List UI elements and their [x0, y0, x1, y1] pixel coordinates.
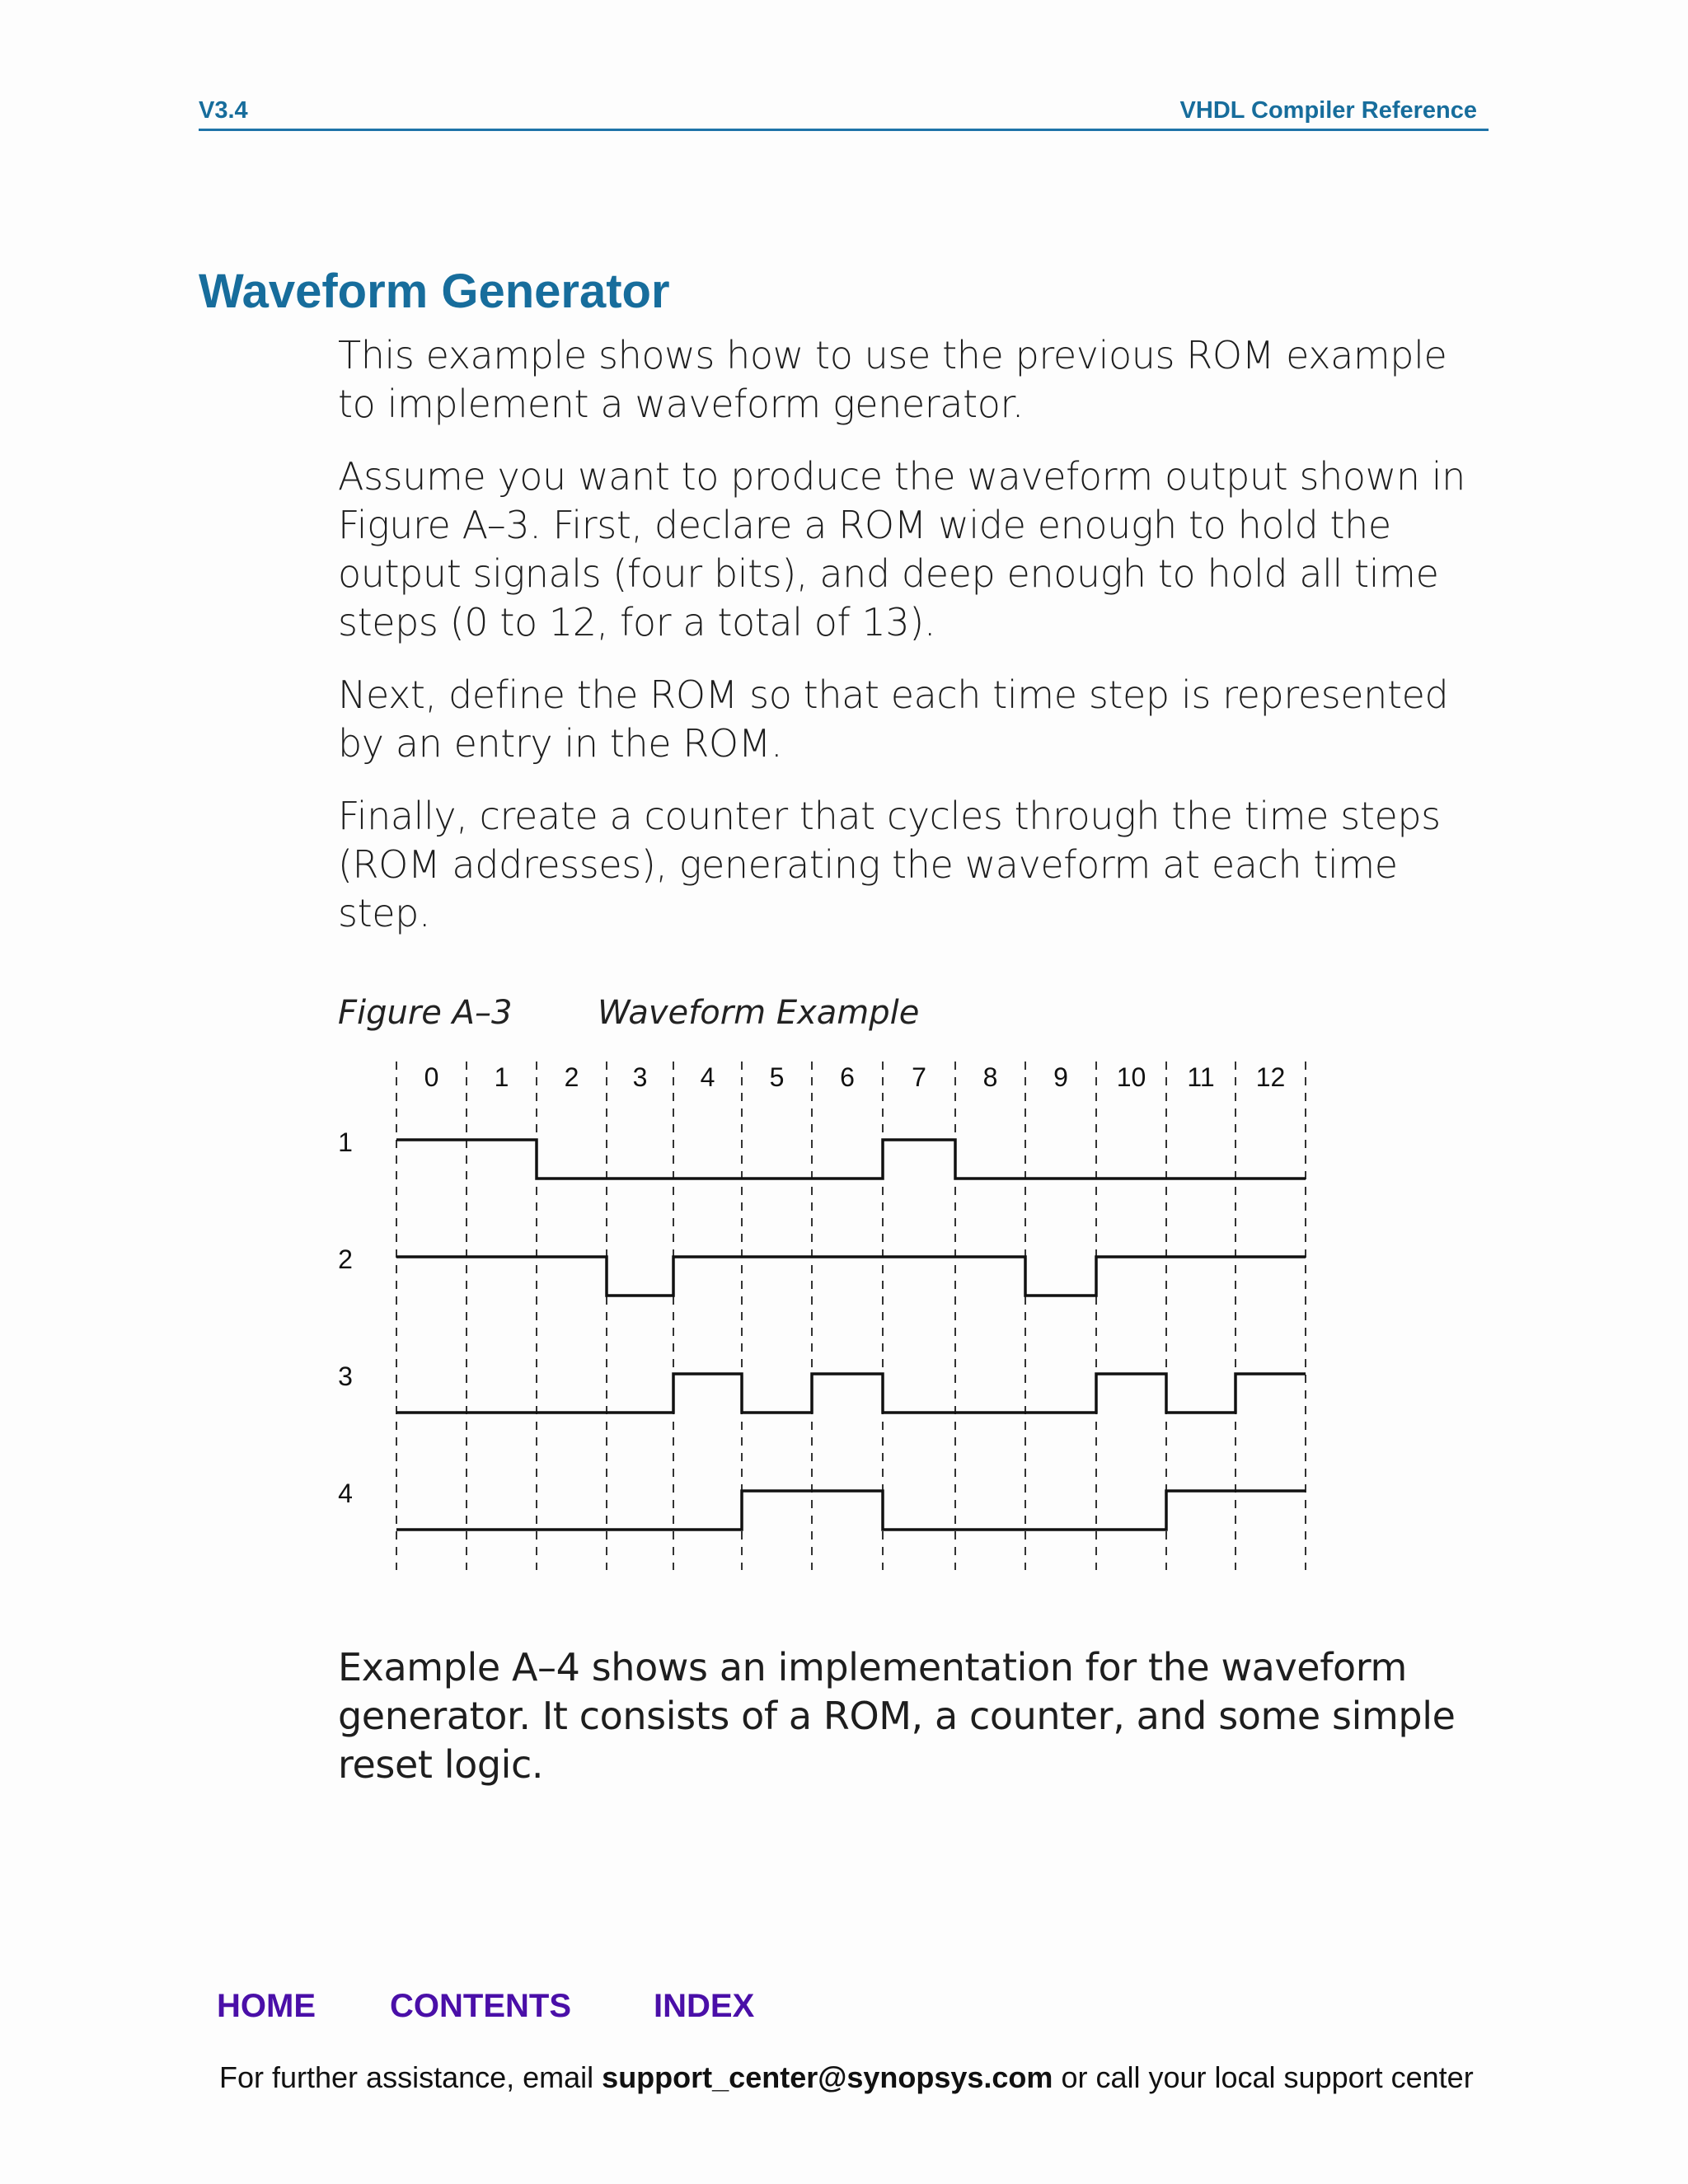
footer-suffix: or call your local support center: [1053, 2060, 1474, 2094]
paragraph: Example A–4 shows an implementation for the waveform generator. It consists of a ROM, a counter, and some simple reset logic.: [338, 1645, 1456, 1787]
signal-waveform: [396, 1491, 1306, 1530]
time-step-label: 8: [982, 1062, 998, 1092]
after-figure-text: [338, 1643, 1492, 1789]
signal-waveform: [396, 1140, 1306, 1179]
signal-label: 4: [338, 1479, 353, 1508]
time-step-label: 3: [632, 1062, 648, 1092]
time-step-label: 5: [769, 1062, 785, 1092]
time-step-label: 4: [700, 1062, 715, 1092]
section-title: Waveform Generator: [199, 265, 670, 318]
time-step-label: 0: [424, 1062, 439, 1092]
time-step-label: 1: [494, 1062, 509, 1092]
footer-prefix: For further assistance, email: [219, 2060, 603, 2094]
time-step-label: 9: [1053, 1062, 1068, 1092]
paragraph: This example shows how to use the previous ROM example to implement a waveform generator.: [338, 333, 1447, 426]
time-step-label: 12: [1255, 1062, 1286, 1092]
paragraph: Next, define the ROM so that each time step is represented by an entry in the ROM.: [338, 673, 1449, 766]
time-step-label: 10: [1116, 1062, 1146, 1092]
signal-label: 2: [338, 1244, 353, 1274]
index-link[interactable]: INDEX: [654, 1988, 755, 2024]
time-step-label: 7: [912, 1062, 926, 1092]
version-label: V3.4: [199, 97, 248, 124]
signal-label: 3: [338, 1361, 353, 1391]
home-link[interactable]: HOME: [217, 1988, 316, 2024]
footer-support: [219, 2060, 1474, 2095]
time-step-label: 6: [840, 1062, 855, 1092]
signal-waveform: [396, 1257, 1306, 1296]
paragraph: Assume you want to produce the waveform output shown in Figure A–3. First, declare a ROM wide enough to hold the output signals (four bits), and deep enough to hold all time steps (0 to 12, for a total of 13).: [338, 454, 1465, 644]
support-email[interactable]: support_center@synopsys.com: [602, 2060, 1053, 2094]
contents-link[interactable]: CONTENTS: [390, 1988, 571, 2024]
document-title: VHDL Compiler Reference: [1179, 97, 1477, 124]
figure-number: Figure A–3: [338, 994, 513, 1032]
paragraph: Finally, create a counter that cycles through the time steps (ROM addresses), generating the waveform at each time step.: [338, 794, 1441, 935]
figure-title: Waveform Example: [598, 994, 920, 1032]
time-step-label: 2: [564, 1062, 579, 1092]
signal-waveform: [396, 1374, 1306, 1413]
time-step-label: 11: [1187, 1062, 1215, 1092]
signal-label: 1: [338, 1127, 353, 1157]
